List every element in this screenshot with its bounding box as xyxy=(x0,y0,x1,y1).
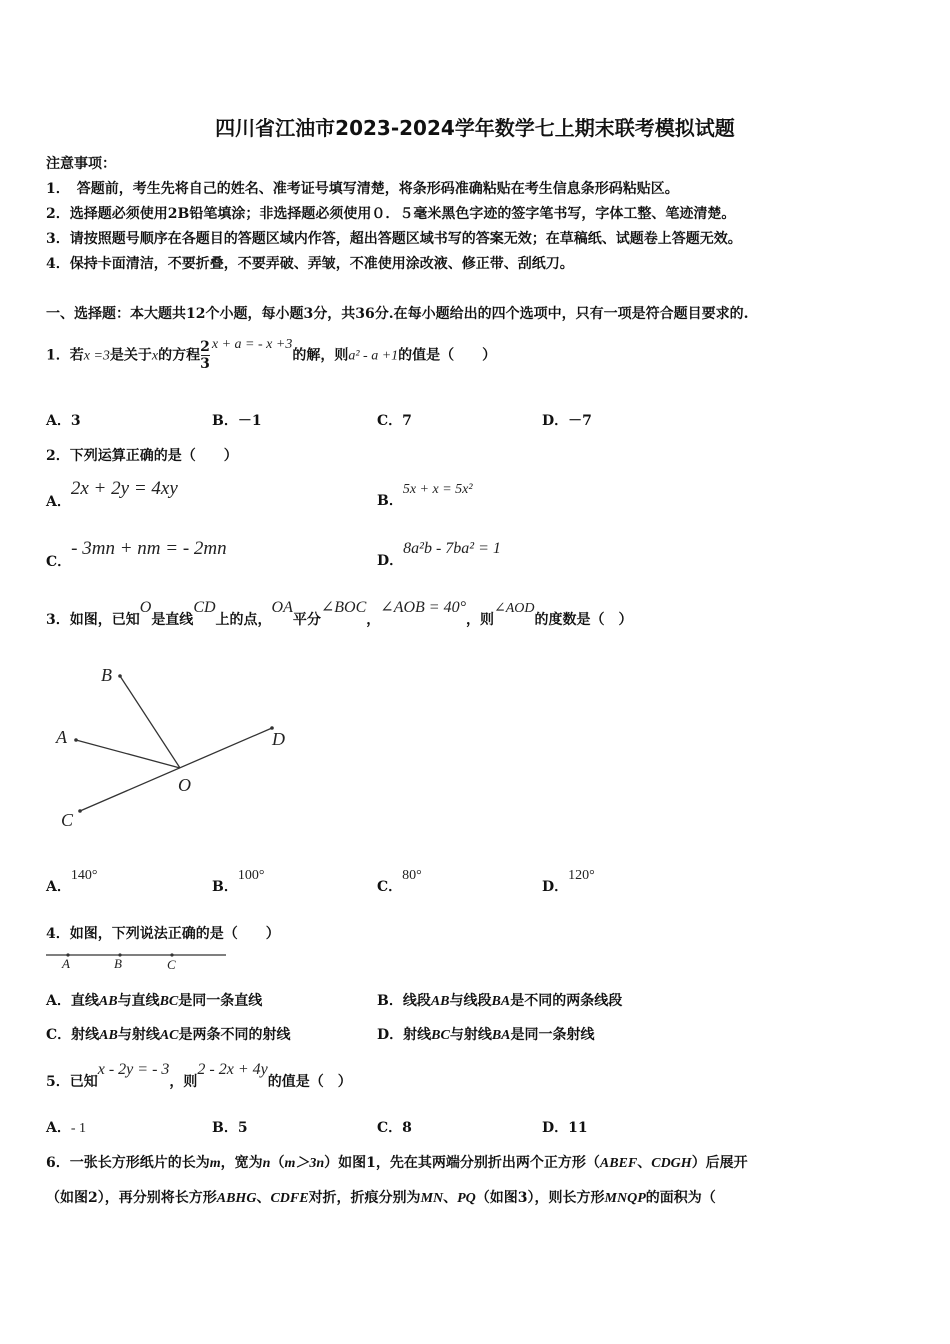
question-3: 3．如图，已知O是直线CD上的点，OA平分∠BOC，∠AOB = 40°，则∠AOD的度数是（ ） xyxy=(46,599,633,628)
question-2: 2．下列运算正确的是（ ） xyxy=(46,448,238,464)
q3-angle-figure xyxy=(46,660,306,835)
q1-math-x: x xyxy=(151,348,159,364)
q3-option-c[interactable]: C．80° xyxy=(377,868,422,895)
q5-option-d[interactable]: D．11 xyxy=(542,1120,588,1136)
q2-option-b-math: 5x + x = 5x² xyxy=(402,482,473,497)
label-a: A xyxy=(56,727,67,747)
label-o: O xyxy=(178,775,191,795)
q2-option-d[interactable]: D．8a²b - 7ba² = 1 xyxy=(377,540,501,569)
q1-option-c[interactable]: C．7 xyxy=(377,413,412,429)
question-6-line-1: 6．一张长方形纸片的长为m，宽为n（m＞3n）如图1，先在其两端分别折出两个正方形（ABEF、CDGH）后展开 xyxy=(46,1155,748,1171)
label-a: A xyxy=(62,956,70,971)
q2-option-c[interactable]: C．- 3mn + nm = - 2mn xyxy=(46,538,227,570)
q2-option-a[interactable]: A．2x + 2y = 4xy xyxy=(46,478,178,510)
q4-line-figure xyxy=(46,948,236,974)
label-b: B xyxy=(114,956,122,971)
label-c: C xyxy=(61,810,74,830)
q4-option-a[interactable]: A．直线AB与直线BC是同一条直线 xyxy=(46,993,263,1009)
question-1: 1．若x =3是关于x的方程 $\frac{2}{3}$ x + a = - x +3的解，则a² - a +1的值是（ ） xyxy=(46,336,497,372)
q1-expression: a² - a +1 xyxy=(348,348,399,364)
q4-option-c[interactable]: C．射线AB与射线AC是两条不同的射线 xyxy=(46,1027,291,1043)
q5-option-b[interactable]: B．5 xyxy=(212,1120,248,1136)
section-heading: 一、选择题：本大题共12个小题，每小题3分，共36分.在每小题给出的四个选项中，只有一项是符合题目要求的. xyxy=(46,306,749,322)
notice-item-1: 1． 答题前，考生先将自己的姓名、准考证号填写清楚，将条形码准确粘贴在考生信息条形码粘贴区。 xyxy=(46,181,679,197)
point-c xyxy=(78,809,82,813)
notice-heading: 注意事项： xyxy=(46,156,116,172)
point-b xyxy=(118,674,122,678)
question-6-line-2: （如图2），再分别将长方形ABHG、CDFE对折，折痕分别为MN、PQ（如图3），则长方形MNQP的面积为（ xyxy=(46,1190,716,1206)
notice-item-3: 3．请按照题号顺序在各题目的答题区域内作答，超出答题区域书写的答案无效；在草稿纸、试题卷上答题无效。 xyxy=(46,231,742,247)
label-c: C xyxy=(167,957,176,972)
label-b: B xyxy=(101,665,112,685)
line-cd xyxy=(80,728,272,811)
q1-option-a[interactable]: A．3 xyxy=(46,413,81,429)
q2-option-b[interactable]: B．5x + x = 5x² xyxy=(377,482,473,509)
notice-item-4: 4．保持卡面清洁，不要折叠，不要弄破、弄皱，不准使用涂改液、修正带、刮纸刀。 xyxy=(46,256,574,272)
q2-option-d-math: 8a²b - 7ba² = 1 xyxy=(403,540,501,557)
q4-option-b[interactable]: B．线段AB与线段BA是不同的两条线段 xyxy=(377,993,623,1009)
q1-option-b[interactable]: B．－1 xyxy=(212,413,262,429)
q1-option-d[interactable]: D．－7 xyxy=(542,413,592,429)
page-title: 四川省江油市2023-2024学年数学七上期末联考模拟试题 xyxy=(215,116,735,140)
q2-option-a-math: 2x + 2y = 4xy xyxy=(70,478,178,499)
q3-option-a[interactable]: A．140° xyxy=(46,868,98,895)
q1-math-x3: x =3 xyxy=(83,348,110,364)
q5-option-c[interactable]: C．8 xyxy=(377,1120,412,1136)
q3-option-d[interactable]: D．120° xyxy=(542,868,595,895)
label-d: D xyxy=(272,729,285,749)
q3-option-b[interactable]: B．100° xyxy=(212,868,265,895)
q4-option-d[interactable]: D．射线BC与射线BA是同一条射线 xyxy=(377,1027,595,1043)
q2-option-c-math: - 3mn + nm = - 2mn xyxy=(71,538,227,559)
question-4: 4．如图，下列说法正确的是（ ） xyxy=(46,926,280,942)
q1-fraction: $\frac{2}{3}$ xyxy=(200,339,210,372)
point-a xyxy=(74,738,78,742)
question-5: 5．已知x - 2y = - 3，则2 - 2x + 4y的值是（ ） xyxy=(46,1061,352,1090)
q1-equation: x + a = - x +3 xyxy=(211,336,293,352)
notice-item-2: 2．选择题必须使用2B铅笔填涂；非选择题必须使用０．５毫米黑色字迹的签字笔书写，字体工整、笔迹清楚。 xyxy=(46,206,736,222)
q5-option-a[interactable]: A．- 1 xyxy=(46,1120,87,1136)
